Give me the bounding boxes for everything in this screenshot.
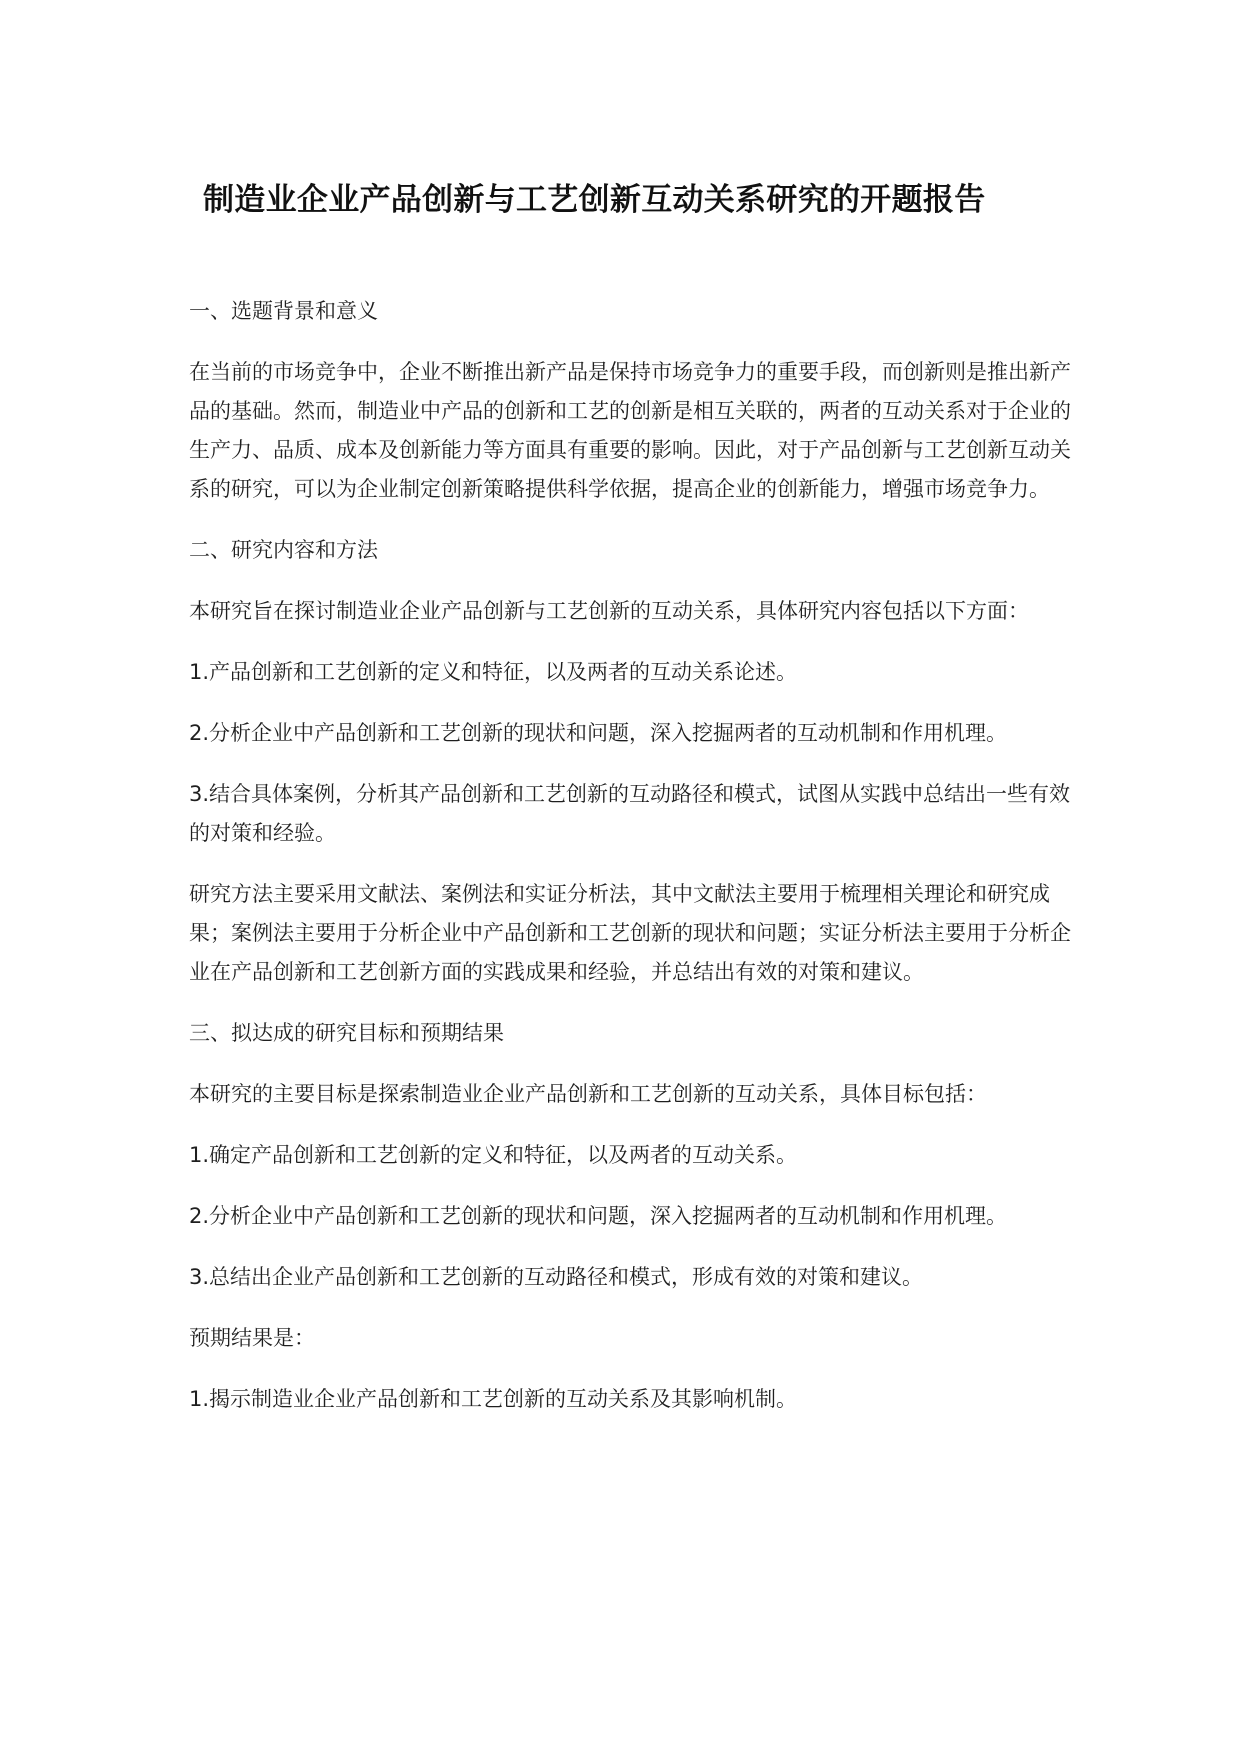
list-item: 2.分析企业中产品创新和工艺创新的现状和问题，深入挖掘两者的互动机制和作用机理。: [189, 1204, 1008, 1228]
list-item: 1.产品创新和工艺创新的定义和特征，以及两者的互动关系论述。: [189, 660, 798, 684]
list-item: 1.揭示制造业企业产品创新和工艺创新的互动关系及其影响机制。: [189, 1387, 798, 1411]
expected-label: 预期结果是：: [189, 1326, 315, 1350]
paragraph: 研究方法主要采用文献法、案例法和实证分析法，其中文献法主要用于梳理相关理论和研究成果；案例法主要用于分析企业中产品创新和工艺创新的现状和问题；实证分析法主要用于分析企业在产品创新和工艺创新方面的实践成果和经验，并总结出有效的对策和建议。: [189, 882, 1071, 984]
page-title: 制造业企业产品创新与工艺创新互动关系研究的开题报告: [203, 182, 986, 218]
section-content-method: [189, 531, 1091, 992]
paragraph: 在当前的市场竞争中，企业不断推出新产品是保持市场竞争力的重要手段，而创新则是推出新产品的基础。然而，制造业中产品的创新和工艺的创新是相互关联的，两者的互动关系对于企业的生产力、品质、成本及创新能力等方面具有重要的影响。因此，对于产品创新与工艺创新互动关系的研究，可以为企业制定创新策略提供科学依据，提高企业的创新能力，增强市场竞争力。: [189, 360, 1071, 501]
section-heading: 二、研究内容和方法: [189, 538, 378, 562]
list-item: 3.结合具体案例，分析其产品创新和工艺创新的互动路径和模式，试图从实践中总结出一些有效的对策和经验。: [189, 782, 1071, 845]
list-item: 2.分析企业中产品创新和工艺创新的现状和问题，深入挖掘两者的互动机制和作用机理。: [189, 721, 1008, 745]
section-heading: 一、选题背景和意义: [189, 299, 378, 323]
section-background: [189, 292, 1091, 509]
paragraph: 本研究的主要目标是探索制造业企业产品创新和工艺创新的互动关系，具体目标包括：: [189, 1082, 987, 1106]
list-item: 3.总结出企业产品创新和工艺创新的互动路径和模式，形成有效的对策和建议。: [189, 1265, 924, 1289]
section-heading: 三、拟达成的研究目标和预期结果: [189, 1021, 504, 1045]
list-item: 1.确定产品创新和工艺创新的定义和特征，以及两者的互动关系。: [189, 1143, 798, 1167]
section-goals: [189, 1014, 1091, 1419]
paragraph: 本研究旨在探讨制造业企业产品创新与工艺创新的互动关系，具体研究内容包括以下方面：: [189, 599, 1029, 623]
